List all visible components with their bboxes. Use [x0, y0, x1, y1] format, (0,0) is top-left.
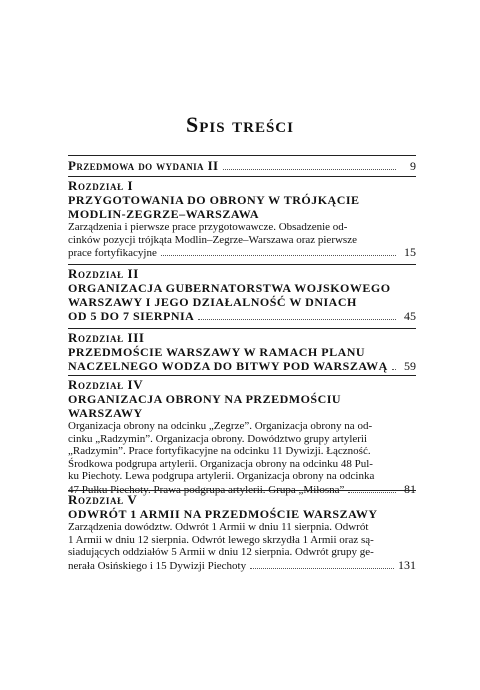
- toc-entry-rozdzial-3[interactable]: [68, 331, 416, 374]
- chapter-description: 1 Armii w dniu 12 sierpnia. Odwrót lewego skrzydła 1 Armii oraz są-: [68, 533, 374, 546]
- chapter-description: cinku „Radzymin”. Organizacja obrony. Dowództwo grupy artylerii: [68, 432, 368, 445]
- toc-entry-rozdzial-5[interactable]: [68, 493, 416, 572]
- chapter-title: ODWRÓT 1 ARMII NA PRZEDMOŚCIE WARSZAWY: [68, 507, 378, 521]
- page-number: 9: [410, 159, 416, 173]
- chapter-title: MODLIN-ZEGRZE–WARSZAWA: [68, 207, 260, 221]
- chapter-description: 47 Pułku Piechoty. Prawa podgrupa artylerii. Grupa „Miłosna”: [68, 483, 345, 496]
- chapter-title: ORGANIZACJA OBRONY NA PRZEDMOŚCIU: [68, 392, 342, 406]
- dot-leader: [223, 169, 396, 170]
- chapter-title: NACZELNEGO WODZA DO BITWY POD WARSZAWĄ: [68, 359, 388, 373]
- divider: [68, 264, 416, 265]
- toc-entry-rozdzial-4[interactable]: [68, 378, 416, 496]
- dot-leader: [392, 369, 396, 370]
- page-number: 45: [404, 309, 416, 323]
- chapter-description: „Radzymin”. Prace fortyfikacyjne na odcinku 11 Dywizji. Łączność.: [68, 445, 371, 457]
- dot-leader: [161, 255, 396, 256]
- chapter-description: siadujących oddziałów 5 Armii w dniu 12 sierpnia. Odwrót grupy ge-: [68, 546, 374, 558]
- chapter-label: Rozdział V: [68, 492, 138, 507]
- chapter-description: cinków pozycji trójkąta Modlin–Zegrze–Warszawa oraz pierwsze: [68, 233, 357, 246]
- chapter-title: OD 5 DO 7 SIERPNIA: [68, 309, 195, 323]
- toc-entry-rozdzial-2[interactable]: [68, 267, 416, 324]
- chapter-title: PRZYGOTOWANIA DO OBRONY W TRÓJKĄCIE: [68, 193, 360, 207]
- divider: [68, 328, 416, 329]
- dot-leader: [250, 568, 394, 569]
- toc-entry-przedmowa[interactable]: [68, 158, 416, 174]
- page-number: 81: [404, 481, 416, 496]
- chapter-description: nerała Osińskiego i 15 Dywizji Piechoty: [68, 559, 247, 572]
- page-number: 15: [404, 245, 416, 259]
- divider: [68, 176, 416, 177]
- chapter-description: ku Piechoty. Lewa podgrupa artylerii. Organizacja obrony na odcinka: [68, 470, 375, 482]
- chapter-description: Środkowa podgrupa artylerii. Organizacja obrony na odcinku 48 Pul-: [68, 457, 373, 470]
- chapter-label: Rozdział II: [68, 266, 139, 281]
- divider: [68, 155, 416, 156]
- page-title: Spis treści: [186, 112, 294, 137]
- chapter-description: prace fortyfikacyjne: [68, 247, 157, 259]
- divider: [68, 490, 416, 491]
- page-number: 131: [398, 557, 416, 572]
- chapter-description: Zarządzenia i pierwsze prace przygotowawcze. Obsadzenie od-: [68, 221, 348, 233]
- dot-leader: [198, 319, 396, 320]
- chapter-label: Rozdział III: [68, 330, 145, 345]
- chapter-description: Zarządzenia dowództw. Odwrót 1 Armii w dniu 11 sierpnia. Odwrót: [68, 521, 369, 533]
- toc-entry-label: Przedmowa do wydania II: [68, 158, 219, 173]
- chapter-description: Organizacja obrony na odcinku „Zegrze”. Organizacja obrony na od-: [68, 420, 373, 432]
- chapter-title: ORGANIZACJA GUBERNATORSTWA WOJSKOWEGO: [68, 281, 391, 295]
- page-number: 59: [404, 359, 416, 373]
- divider: [68, 375, 416, 376]
- chapter-label: Rozdział IV: [68, 377, 144, 392]
- chapter-label: Rozdział I: [68, 178, 134, 193]
- chapter-title: WARSZAWY: [68, 406, 143, 420]
- chapter-title: WARSZAWY I JEGO DZIAŁALNOŚĆ W DNIACH: [68, 295, 357, 309]
- toc-entry-rozdzial-1[interactable]: [68, 179, 416, 260]
- chapter-title: PRZEDMOŚCIE WARSZAWY W RAMACH PLANU: [68, 345, 366, 359]
